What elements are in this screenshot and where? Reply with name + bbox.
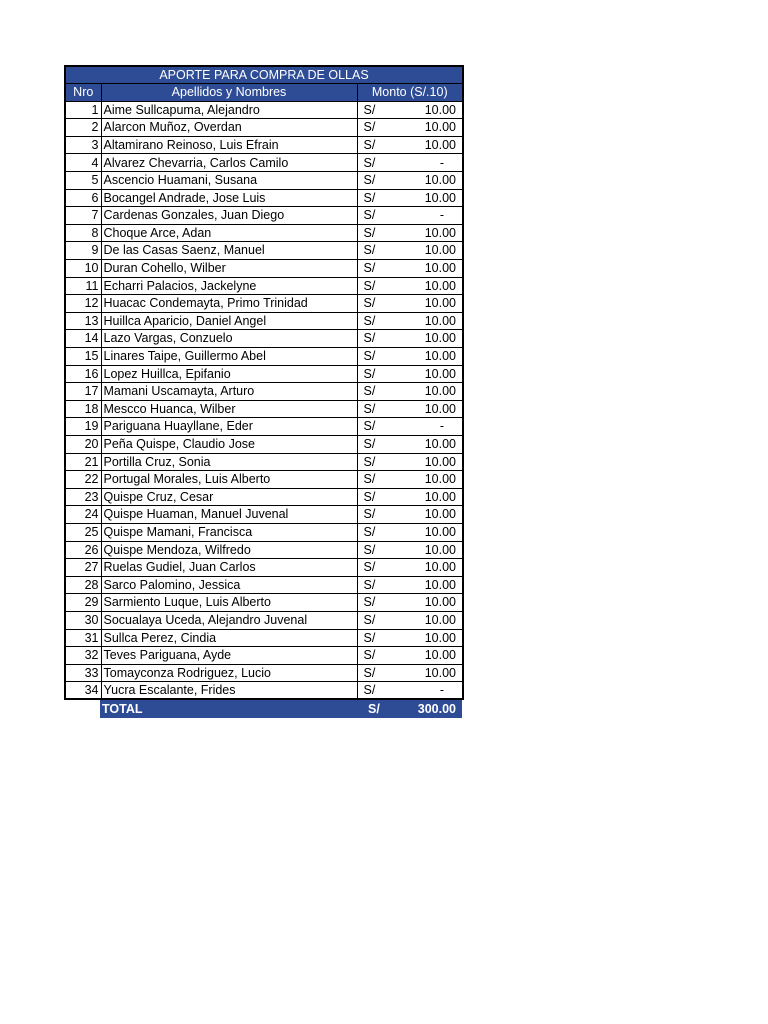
table-row	[65, 260, 463, 278]
row-number: 19	[65, 418, 101, 436]
table-row	[65, 576, 463, 594]
row-number: 7	[65, 207, 101, 225]
row-amount: 10.00	[405, 506, 463, 524]
row-name: Bocangel Andrade, Jose Luis	[101, 189, 357, 207]
row-number: 26	[65, 541, 101, 559]
row-name: Mamani Uscamayta, Arturo	[101, 383, 357, 401]
table-row	[65, 295, 463, 313]
table-row	[65, 189, 463, 207]
row-name: Teves Pariguana, Ayde	[101, 647, 357, 665]
table-row	[65, 312, 463, 330]
row-currency: S/	[357, 365, 405, 383]
contribution-table	[64, 65, 464, 700]
table-title: APORTE PARA COMPRA DE OLLAS	[65, 66, 463, 84]
row-number: 24	[65, 506, 101, 524]
table-row	[65, 559, 463, 577]
row-number: 5	[65, 172, 101, 190]
table-row	[65, 154, 463, 172]
row-currency: S/	[357, 647, 405, 665]
header-row	[65, 84, 463, 102]
table-row	[65, 207, 463, 225]
row-name: Choque Arce, Adan	[101, 224, 357, 242]
table-row	[65, 242, 463, 260]
row-amount: 10.00	[405, 523, 463, 541]
row-amount: 10.00	[405, 488, 463, 506]
table-row	[65, 488, 463, 506]
row-currency: S/	[357, 330, 405, 348]
row-amount: 10.00	[405, 136, 463, 154]
row-amount: 10.00	[405, 224, 463, 242]
row-number: 31	[65, 629, 101, 647]
table-row	[65, 523, 463, 541]
row-currency: S/	[357, 594, 405, 612]
row-number: 15	[65, 348, 101, 366]
title-row	[65, 66, 463, 84]
row-amount: 10.00	[405, 260, 463, 278]
data-rows	[65, 101, 463, 699]
row-number: 30	[65, 611, 101, 629]
row-amount: -	[405, 418, 463, 436]
row-name: Sullca Perez, Cindia	[101, 629, 357, 647]
total-label: TOTAL	[100, 700, 362, 718]
total-row	[64, 700, 462, 718]
row-number: 25	[65, 523, 101, 541]
row-currency: S/	[357, 611, 405, 629]
table-row	[65, 400, 463, 418]
row-number: 8	[65, 224, 101, 242]
row-amount: 10.00	[405, 541, 463, 559]
row-number: 23	[65, 488, 101, 506]
row-amount: -	[405, 682, 463, 700]
row-name: Tomayconza Rodriguez, Lucio	[101, 664, 357, 682]
row-name: Cardenas Gonzales, Juan Diego	[101, 207, 357, 225]
row-name: Huillca Aparicio, Daniel Angel	[101, 312, 357, 330]
row-name: Pariguana Huayllane, Eder	[101, 418, 357, 436]
table-row	[65, 172, 463, 190]
row-currency: S/	[357, 189, 405, 207]
row-number: 3	[65, 136, 101, 154]
row-amount: 10.00	[405, 365, 463, 383]
row-name: Ruelas Gudiel, Juan Carlos	[101, 559, 357, 577]
row-name: Sarmiento Luque, Luis Alberto	[101, 594, 357, 612]
row-number: 12	[65, 295, 101, 313]
row-number: 14	[65, 330, 101, 348]
row-currency: S/	[357, 523, 405, 541]
row-currency: S/	[357, 348, 405, 366]
row-amount: 10.00	[405, 242, 463, 260]
row-number: 29	[65, 594, 101, 612]
row-number: 1	[65, 101, 101, 119]
table-row	[65, 330, 463, 348]
row-number: 20	[65, 435, 101, 453]
row-amount: -	[405, 207, 463, 225]
row-name: Peña Quispe, Claudio Jose	[101, 435, 357, 453]
table-row	[65, 664, 463, 682]
row-number: 2	[65, 119, 101, 137]
row-currency: S/	[357, 506, 405, 524]
total-blank-cell	[64, 700, 100, 718]
row-currency: S/	[357, 242, 405, 260]
row-name: Portilla Cruz, Sonia	[101, 453, 357, 471]
table-row	[65, 224, 463, 242]
row-amount: 10.00	[405, 647, 463, 665]
table-row	[65, 365, 463, 383]
row-name: Lopez Huillca, Epifanio	[101, 365, 357, 383]
row-name: Sarco Palomino, Jessica	[101, 576, 357, 594]
row-name: Echarri Palacios, Jackelyne	[101, 277, 357, 295]
table-row	[65, 418, 463, 436]
row-amount: 10.00	[405, 330, 463, 348]
row-amount: 10.00	[405, 611, 463, 629]
contribution-sheet	[64, 65, 464, 718]
row-name: Alvarez Chevarria, Carlos Camilo	[101, 154, 357, 172]
row-amount: 10.00	[405, 101, 463, 119]
row-number: 34	[65, 682, 101, 700]
row-currency: S/	[357, 207, 405, 225]
table-row	[65, 629, 463, 647]
row-currency: S/	[357, 576, 405, 594]
table-row	[65, 119, 463, 137]
table-row	[65, 471, 463, 489]
total-amount: 300.00	[408, 700, 462, 718]
row-amount: 10.00	[405, 453, 463, 471]
row-currency: S/	[357, 682, 405, 700]
row-currency: S/	[357, 224, 405, 242]
row-currency: S/	[357, 471, 405, 489]
row-name: Alarcon Muñoz, Overdan	[101, 119, 357, 137]
row-amount: 10.00	[405, 295, 463, 313]
row-name: De las Casas Saenz, Manuel	[101, 242, 357, 260]
row-number: 17	[65, 383, 101, 401]
row-name: Lazo Vargas, Conzuelo	[101, 330, 357, 348]
table-row	[65, 435, 463, 453]
row-number: 11	[65, 277, 101, 295]
row-currency: S/	[357, 101, 405, 119]
row-number: 33	[65, 664, 101, 682]
row-name: Yucra Escalante, Frides	[101, 682, 357, 700]
table-row	[65, 348, 463, 366]
table-row	[65, 506, 463, 524]
row-amount: 10.00	[405, 559, 463, 577]
row-amount: 10.00	[405, 348, 463, 366]
row-amount: 10.00	[405, 576, 463, 594]
table-row	[65, 541, 463, 559]
row-number: 16	[65, 365, 101, 383]
row-currency: S/	[357, 488, 405, 506]
row-currency: S/	[357, 541, 405, 559]
total-table	[64, 700, 462, 718]
table-row	[65, 682, 463, 700]
row-currency: S/	[357, 119, 405, 137]
table-row	[65, 453, 463, 471]
row-number: 10	[65, 260, 101, 278]
row-name: Duran Cohello, Wilber	[101, 260, 357, 278]
row-amount: 10.00	[405, 312, 463, 330]
row-number: 21	[65, 453, 101, 471]
row-number: 13	[65, 312, 101, 330]
header-name: Apellidos y Nombres	[101, 84, 357, 102]
header-nro: Nro	[65, 84, 101, 102]
row-currency: S/	[357, 400, 405, 418]
table-row	[65, 594, 463, 612]
row-name: Quispe Huaman, Manuel Juvenal	[101, 506, 357, 524]
row-currency: S/	[357, 664, 405, 682]
row-number: 22	[65, 471, 101, 489]
row-currency: S/	[357, 136, 405, 154]
row-amount: 10.00	[405, 189, 463, 207]
table-row	[65, 611, 463, 629]
row-name: Quispe Mendoza, Wilfredo	[101, 541, 357, 559]
row-currency: S/	[357, 383, 405, 401]
row-name: Huacac Condemayta, Primo Trinidad	[101, 295, 357, 313]
row-currency: S/	[357, 295, 405, 313]
row-amount: 10.00	[405, 172, 463, 190]
row-amount: 10.00	[405, 435, 463, 453]
table-body	[65, 66, 463, 101]
row-number: 32	[65, 647, 101, 665]
row-amount: 10.00	[405, 471, 463, 489]
row-number: 18	[65, 400, 101, 418]
row-currency: S/	[357, 453, 405, 471]
row-amount: -	[405, 154, 463, 172]
row-name: Mescco Huanca, Wilber	[101, 400, 357, 418]
table-row	[65, 136, 463, 154]
row-currency: S/	[357, 629, 405, 647]
row-number: 4	[65, 154, 101, 172]
table-row	[65, 277, 463, 295]
row-name: Portugal Morales, Luis Alberto	[101, 471, 357, 489]
row-name: Linares Taipe, Guillermo Abel	[101, 348, 357, 366]
table-row	[65, 101, 463, 119]
row-currency: S/	[357, 418, 405, 436]
row-amount: 10.00	[405, 383, 463, 401]
row-number: 28	[65, 576, 101, 594]
row-amount: 10.00	[405, 594, 463, 612]
table-row	[65, 647, 463, 665]
row-amount: 10.00	[405, 277, 463, 295]
row-currency: S/	[357, 312, 405, 330]
row-number: 9	[65, 242, 101, 260]
row-number: 27	[65, 559, 101, 577]
row-amount: 10.00	[405, 400, 463, 418]
total-currency: S/	[362, 700, 408, 718]
row-name: Quispe Mamani, Francisca	[101, 523, 357, 541]
row-name: Quispe Cruz, Cesar	[101, 488, 357, 506]
row-amount: 10.00	[405, 629, 463, 647]
row-currency: S/	[357, 260, 405, 278]
table-row	[65, 383, 463, 401]
header-amount: Monto (S/.10)	[357, 84, 463, 102]
row-amount: 10.00	[405, 119, 463, 137]
row-currency: S/	[357, 435, 405, 453]
row-amount: 10.00	[405, 664, 463, 682]
row-number: 6	[65, 189, 101, 207]
row-name: Ascencio Huamani, Susana	[101, 172, 357, 190]
row-currency: S/	[357, 559, 405, 577]
row-currency: S/	[357, 277, 405, 295]
row-currency: S/	[357, 154, 405, 172]
row-currency: S/	[357, 172, 405, 190]
row-name: Altamirano Reinoso, Luis Efrain	[101, 136, 357, 154]
row-name: Socualaya Uceda, Alejandro Juvenal	[101, 611, 357, 629]
row-name: Aime Sullcapuma, Alejandro	[101, 101, 357, 119]
